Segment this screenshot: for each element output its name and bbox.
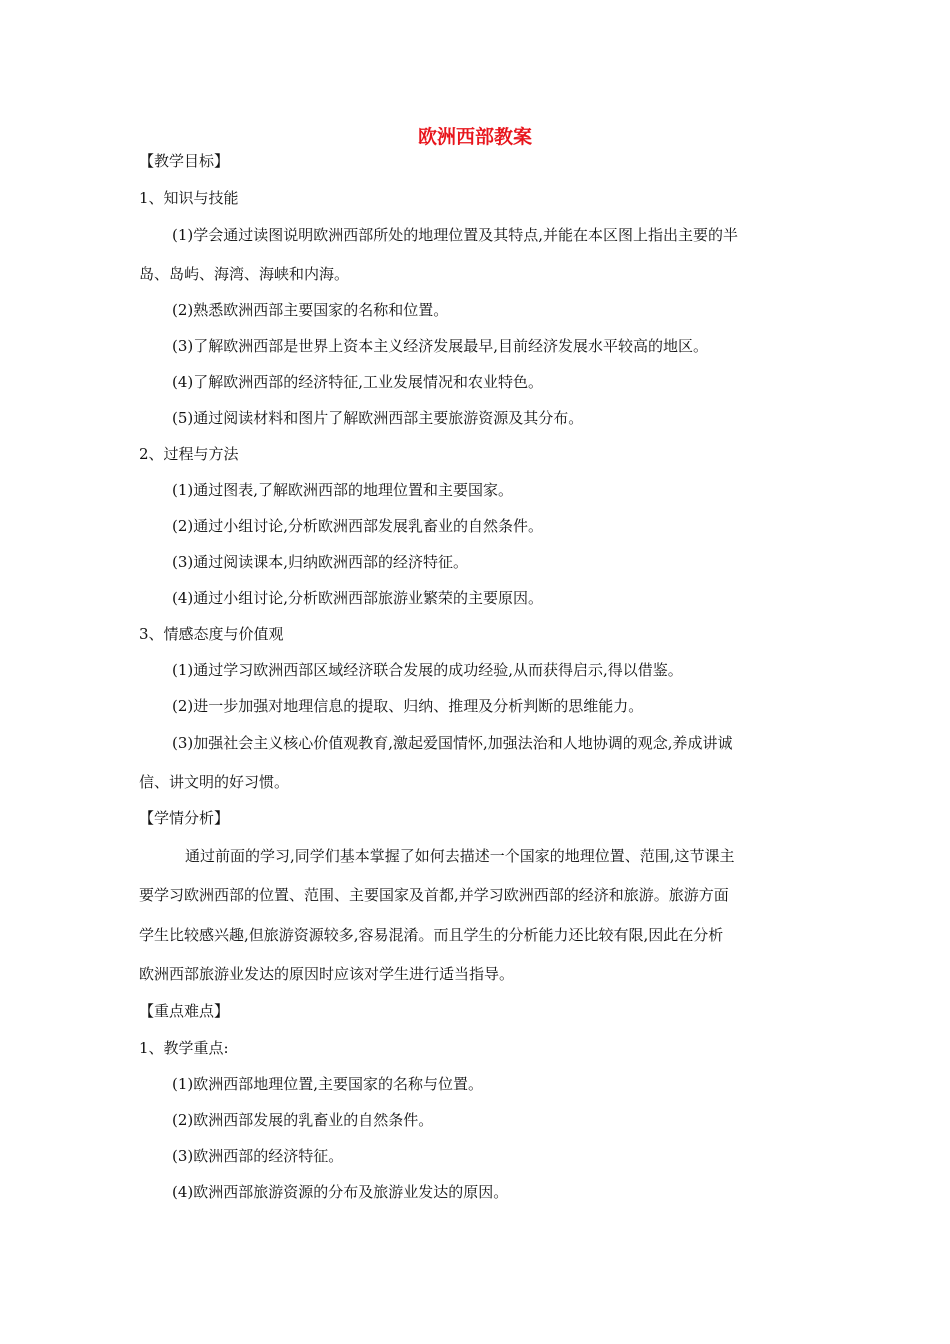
paragraph-line: 欧洲西部旅游业发达的原因时应该对学生进行适当指导。 [139, 965, 515, 983]
text-line: (2)熟悉欧洲西部主要国家的名称和位置。 [172, 301, 449, 319]
text-line: (1)欧洲西部地理位置,主要国家的名称与位置。 [172, 1075, 484, 1093]
subheading-knowledge: 1、知识与技能 [139, 189, 239, 207]
text-line: (2)欧洲西部发展的乳畜业的自然条件。 [172, 1111, 434, 1129]
paragraph-line: 学生比较感兴趣,但旅游资源较多,容易混淆。而且学生的分析能力还比较有限,因此在分析 [139, 926, 724, 944]
text-line: (4)了解欧洲西部的经济特征,工业发展情况和农业特色。 [172, 373, 544, 391]
subheading-values: 3、情感态度与价值观 [139, 625, 284, 643]
text-line: 岛、岛屿、海湾、海峡和内海。 [139, 265, 350, 283]
text-line: (2)通过小组讨论,分析欧洲西部发展乳畜业的自然条件。 [172, 517, 544, 535]
text-line: (3)了解欧洲西部是世界上资本主义经济发展最早,目前经济发展水平较高的地区。 [172, 337, 709, 355]
document-title: 欧洲西部教案 [417, 126, 532, 148]
text-line: (1)学会通过读图说明欧洲西部所处的地理位置及其特点,并能在本区图上指出主要的半 [172, 226, 739, 244]
section-heading-key-points: 【重点难点】 [139, 1002, 230, 1020]
text-line: (1)通过学习欧洲西部区域经济联合发展的成功经验,从而获得启示,得以借鉴。 [172, 661, 683, 679]
text-line: 信、讲文明的好习惯。 [139, 773, 290, 791]
text-line: (2)进一步加强对地理信息的提取、归纳、推理及分析判断的思维能力。 [172, 697, 644, 715]
section-heading-analysis: 【学情分析】 [139, 809, 230, 827]
text-line: (3)加强社会主义核心价值观教育,激起爱国情怀,加强法治和人地协调的观念,养成讲诚 [172, 734, 733, 752]
text-line: (4)欧洲西部旅游资源的分布及旅游业发达的原因。 [172, 1183, 509, 1201]
text-line: (5)通过阅读材料和图片了解欧洲西部主要旅游资源及其分布。 [172, 409, 584, 427]
text-line: (4)通过小组讨论,分析欧洲西部旅游业繁荣的主要原因。 [172, 589, 544, 607]
subheading-process: 2、过程与方法 [139, 445, 239, 463]
paragraph-line: 要学习欧洲西部的位置、范围、主要国家及首都,并学习欧洲西部的经济和旅游。旅游方面 [139, 886, 729, 904]
section-heading-goals: 【教学目标】 [139, 152, 230, 170]
subheading-teaching-focus: 1、教学重点: [139, 1039, 229, 1057]
text-line: (1)通过图表,了解欧洲西部的地理位置和主要国家。 [172, 481, 514, 499]
text-line: (3)欧洲西部的经济特征。 [172, 1147, 344, 1165]
text-line: (3)通过阅读课本,归纳欧洲西部的经济特征。 [172, 553, 469, 571]
paragraph-line: 通过前面的学习,同学们基本掌握了如何去描述一个国家的地理位置、范围,这节课主 [185, 847, 735, 865]
